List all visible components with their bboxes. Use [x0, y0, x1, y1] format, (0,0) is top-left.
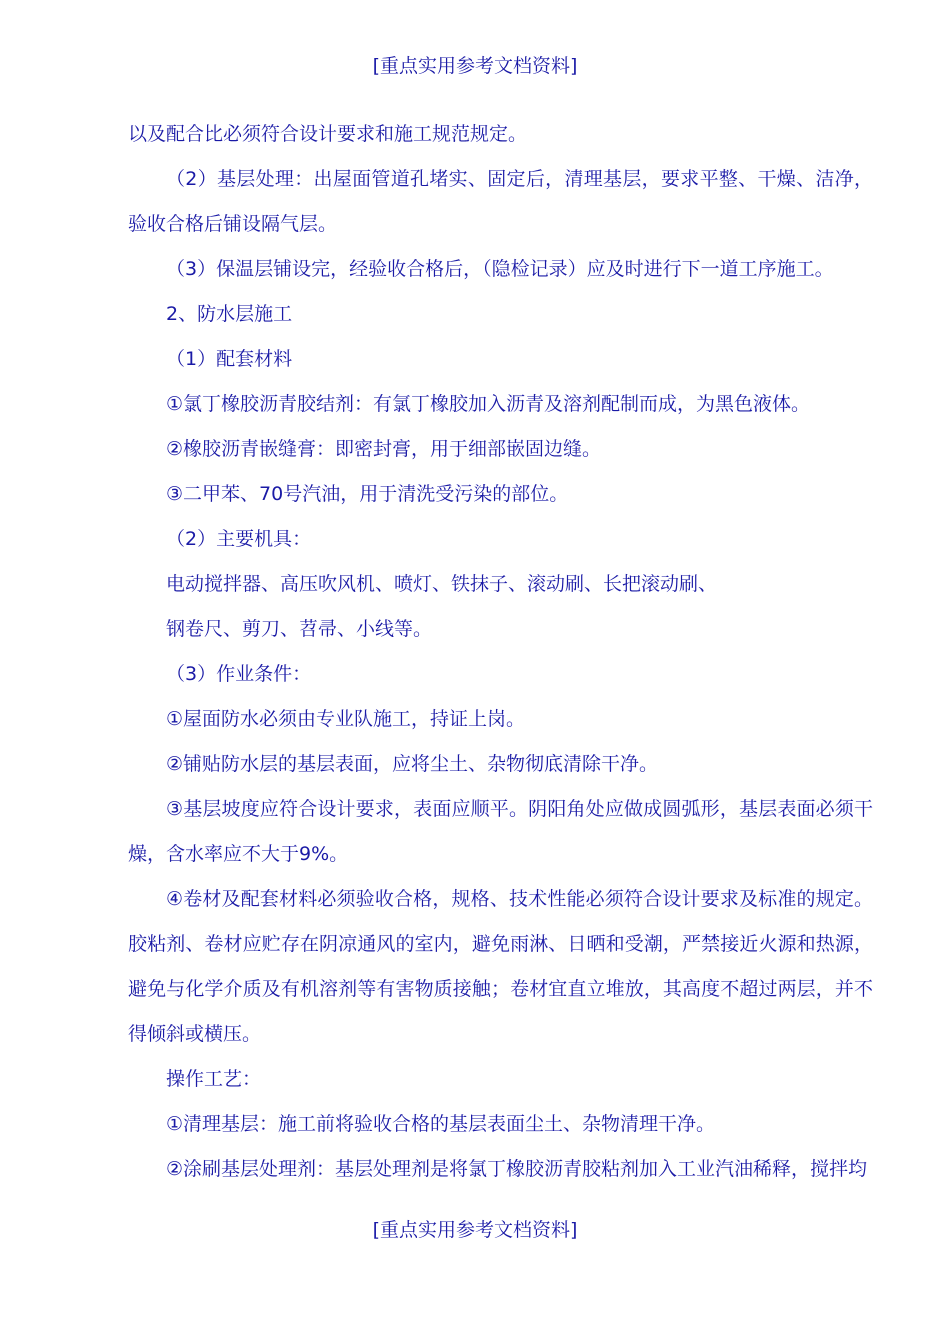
subheading-materials: （1）配套材料 — [166, 348, 293, 370]
condition-item-3: ③基层坡度应符合设计要求，表面应顺平。阴阳角处应做成圆弧形，基层表面必须干燥，含水率应不大于9%。 — [128, 798, 873, 865]
subheading-conditions: （3）作业条件： — [166, 663, 312, 685]
subheading-process: 操作工艺： — [166, 1068, 262, 1090]
paragraph-1: 以及配合比必须符合设计要求和施工规范规定。 — [128, 123, 528, 145]
page-footer: [重点实用参考文档资料] — [372, 1219, 578, 1241]
condition-item-1: ①屋面防水必须由专业队施工，持证上岗。 — [166, 708, 526, 730]
paragraph-3: （3）保温层铺设完，经验收合格后，（隐检记录）应及时进行下一道工序施工。 — [166, 258, 834, 280]
section-heading-waterproof: 2、防水层施工 — [166, 303, 293, 325]
paragraph-2: （2）基层处理：出屋面管道孔堵实、固定后，清理基层，要求平整、干燥、洁净，验收合格后铺设隔气层。 — [128, 168, 873, 235]
tools-line-2: 钢卷尺、剪刀、苕帚、小线等。 — [166, 618, 433, 640]
material-item-1: ①氯丁橡胶沥青胶结剂：有氯丁橡胶加入沥青及溶剂配制而成，为黑色液体。 — [166, 393, 811, 415]
material-item-3: ③二甲苯、70号汽油，用于清洗受污染的部位。 — [166, 483, 569, 505]
condition-item-4: ④卷材及配套材料必须验收合格，规格、技术性能必须符合设计要求及标准的规定。胶粘剂、卷材应贮存在阴凉通风的室内，避免雨淋、日晒和受潮，严禁接近火源和热源，避免与化学介质及有机溶剂等有害物质接触；卷材宜直立堆放，其高度不超过两层，并不得倾斜或横压。 — [128, 888, 873, 1045]
tools-line-1: 电动搅拌器、高压吹风机、喷灯、铁抹子、滚动刷、长把滚动刷、 — [166, 573, 718, 595]
document-body — [128, 112, 873, 1192]
process-step-2: ②涂刷基层处理剂：基层处理剂是将氯丁橡胶沥青胶粘剂加入工业汽油稀释，搅拌均 — [166, 1158, 868, 1180]
condition-item-2: ②铺贴防水层的基层表面，应将尘土、杂物彻底清除干净。 — [166, 753, 659, 775]
subheading-tools: （2）主要机具： — [166, 528, 312, 550]
page-header: [重点实用参考文档资料] — [372, 55, 578, 77]
material-item-2: ②橡胶沥青嵌缝膏：即密封膏，用于细部嵌固边缝。 — [166, 438, 602, 460]
process-step-1: ①清理基层：施工前将验收合格的基层表面尘土、杂物清理干净。 — [166, 1113, 716, 1135]
